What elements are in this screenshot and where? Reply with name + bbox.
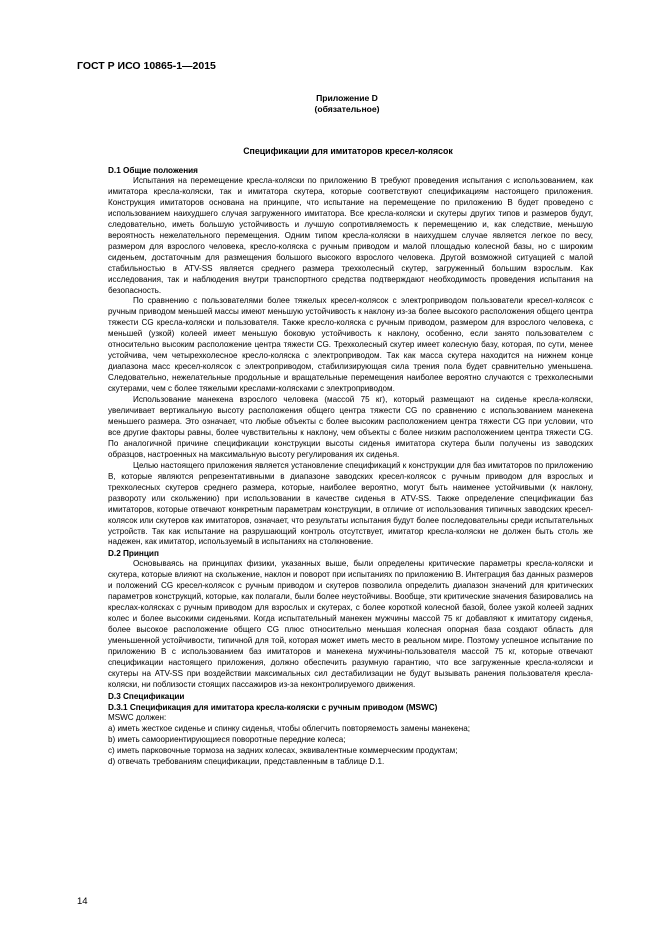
list-item: a) иметь жесткое сиденье и спинку сиденья, чтобы облегчить повторяемость замены манекена; <box>108 723 470 733</box>
section-d31-title: D.3.1 Спецификация для имитатора кресла-коляски с ручным приводом (MSWC) <box>108 702 438 712</box>
list-item: b) иметь самоориентирующиеся поворотные передние колеса; <box>108 734 346 744</box>
paragraph: Испытания на перемещение кресла-коляски по приложению B требуют проведения испытания с использованием, как имитатора кресла-коляски, так и имитатора скутера, которые соответствуют спецификациям настоящего приложения. Конструкция имитаторов основана на принципе, что испытание на перемещение по приложению B будет проведено с использованием наихудшего случая загруженного имитатора. Все кресла-коляски и скутеры других типов и размеров будут, следовательно, иметь большую устойчивость и лучшую сопротивляемость к перемещению и, как следствие, меньшую вероятность нежелательного перемещения. Одним типом кресла-коляски в наихудшем случае является легкое по весу, размером для взрослого человека, кресло-коляска с ручным приводом и малой площадью колесной базы, но с широким сиденьем, достаточным для размещения большого высокого взрослого человека. Другой возможной ситуацией с малой стабильностью в ATV-SS является среднего размера трехколесный скутер, загруженный большим взрослым. Как исследования, так и наблюдения внутри транспортного средства подтверждают необходимость проведения испытания на безопасность. <box>108 176 593 295</box>
annex-heading: Спецификации для имитаторов кресел-колясок <box>243 146 453 156</box>
section-d1-title: D.1 Общие положения <box>108 166 198 175</box>
section-d2-title: D.2 Принцип <box>108 549 159 559</box>
paragraph: По сравнению с пользователями более тяжелых кресел-колясок с электроприводом пользователи кресел-колясок с ручным приводом меньшей массы имеют меньшую устойчивость к наклону из-за более высокого расположения общего центра тяжести CG кресла-коляски и пользователя. Также кресло-коляска с ручным приводом, размером для взрослого человека, с меньшей (узкой) колеей имеет меньшую боковую устойчивость к наклону, особенно, если занято пользователем с относительно высоким расположение центра тяжести CG. Трехколесный скутер имеет колесную базу, которая, по сути, менее устойчива, чем четырехколесное кресло-коляска с электроприводом. Так как масса скутера находится на нижнем конце диапазона масс кресел-колясок с электроприводом, стабилизирующая сила трения пола будет сравнительно уменьшена. Следовательно, нежелательные продольные и вращательные перемещения наиболее вероятно случаются с трехколесными скутерами, чем с более тяжелыми креслами-колясками с электроприводом. <box>108 296 593 394</box>
standard-code: ГОСТ Р ИСО 10865-1—2015 <box>77 60 216 72</box>
document-body <box>108 165 593 768</box>
paragraph: Использование манекена взрослого человека (массой 75 кг), который размещают на сиденье кресла-коляски, увеличивает вертикальную высоту расположения общего центра тяжести CG по сравнению с использованием манекена меньшего размера. Это означает, что любые объекты с более высоким расположением центра тяжести CG при условии, что все другие факторы равны, более чувствительны к наклону, чем объекты с более низким расположением центра тяжести CG. По аналогичной причине спецификации конструкции высоты сиденья имитатора скутера были получены из заводских образцов, настроенных на максимальную высоту регулирования их сиденья. <box>108 395 593 459</box>
annex-status: (обязательное) <box>314 104 380 114</box>
list-item: d) отвечать требованиям спецификации, представленным в таблице D.1. <box>108 756 385 766</box>
list-intro: MSWC должен: <box>108 712 167 722</box>
annex-header <box>0 93 661 115</box>
annex-title: Приложение D <box>316 93 378 103</box>
paragraph: Целью настоящего приложения является установление спецификаций к конструкции для баз имитаторов по приложению B, которые являются репрезентативными в диапазоне заводских кресел-колясок с ручным приводом для взрослых и трехколесных скутеров среднего размера, которые, наиболее вероятно, могут быть наименее устойчивыми (к наклону, развороту или скольжению) при использовании в качестве сиденья в ATV-SS. Также определение спецификации баз имитаторов, которые отвечают конкретным параметрам конструкции, в отличие от использования типичных заводских кресел-колясок или скутеров как имитаторов, означает, что результаты испытания будут более последовательны среди испытательных устройств. Так как испытание на разрушающий контроль отсутствует, имитатор кресла-коляски не должен быть столь же надежен, как имитатор, используемый в испытаниях на столкновение. <box>108 460 593 547</box>
page-number: 14 <box>77 896 88 907</box>
list-item: c) иметь парковочные тормоза на задних колесах, эквивалентные коммерческим продуктам; <box>108 745 458 755</box>
section-d3-title: D.3 Спецификации <box>108 691 185 701</box>
paragraph: Основываясь на принципах физики, указанных выше, были определены критические параметры кресла-коляски и скутера, которые влияют на скольжение, наклон и поворот при испытаниях по приложению B. Интеграция баз данных размеров и положений CG кресел-колясок с ручным приводом и скутеров позволила определить диапазон значений для критических параметров конструкций, которые, как полагали, были более неустойчивы. Вообще, эти критические значения базировались на креслах-колясках с ручным приводом для взрослых и скутерах, с более короткой колесной базой, более узкой колеей задних колес и более высокими сиденьями. Когда испытательный манекен мужчины массой 75 кг добавляют к имитатору сиденья, более высокое расположение общего CG плюс относительно меньшая колесная опорная база создают область для уменьшенной устойчивости, типичной для той, которая может иметь место в реальном мире. Поэтому успешное испытание по приложению B с использованием баз имитаторов и манекена мужчины-пользователя массой 75 кг, которые отвечают спецификации настоящего приложения, должно обеспечить разумную гарантию, что все загруженные кресла-коляски и скутеры на ATV-SS при воздействии максимальных сил дестабилизации не будут вызывать ранения пользователя кресла-коляски, ни поблизости стоящих пассажиров из-за неконтролируемого движения. <box>108 559 593 689</box>
